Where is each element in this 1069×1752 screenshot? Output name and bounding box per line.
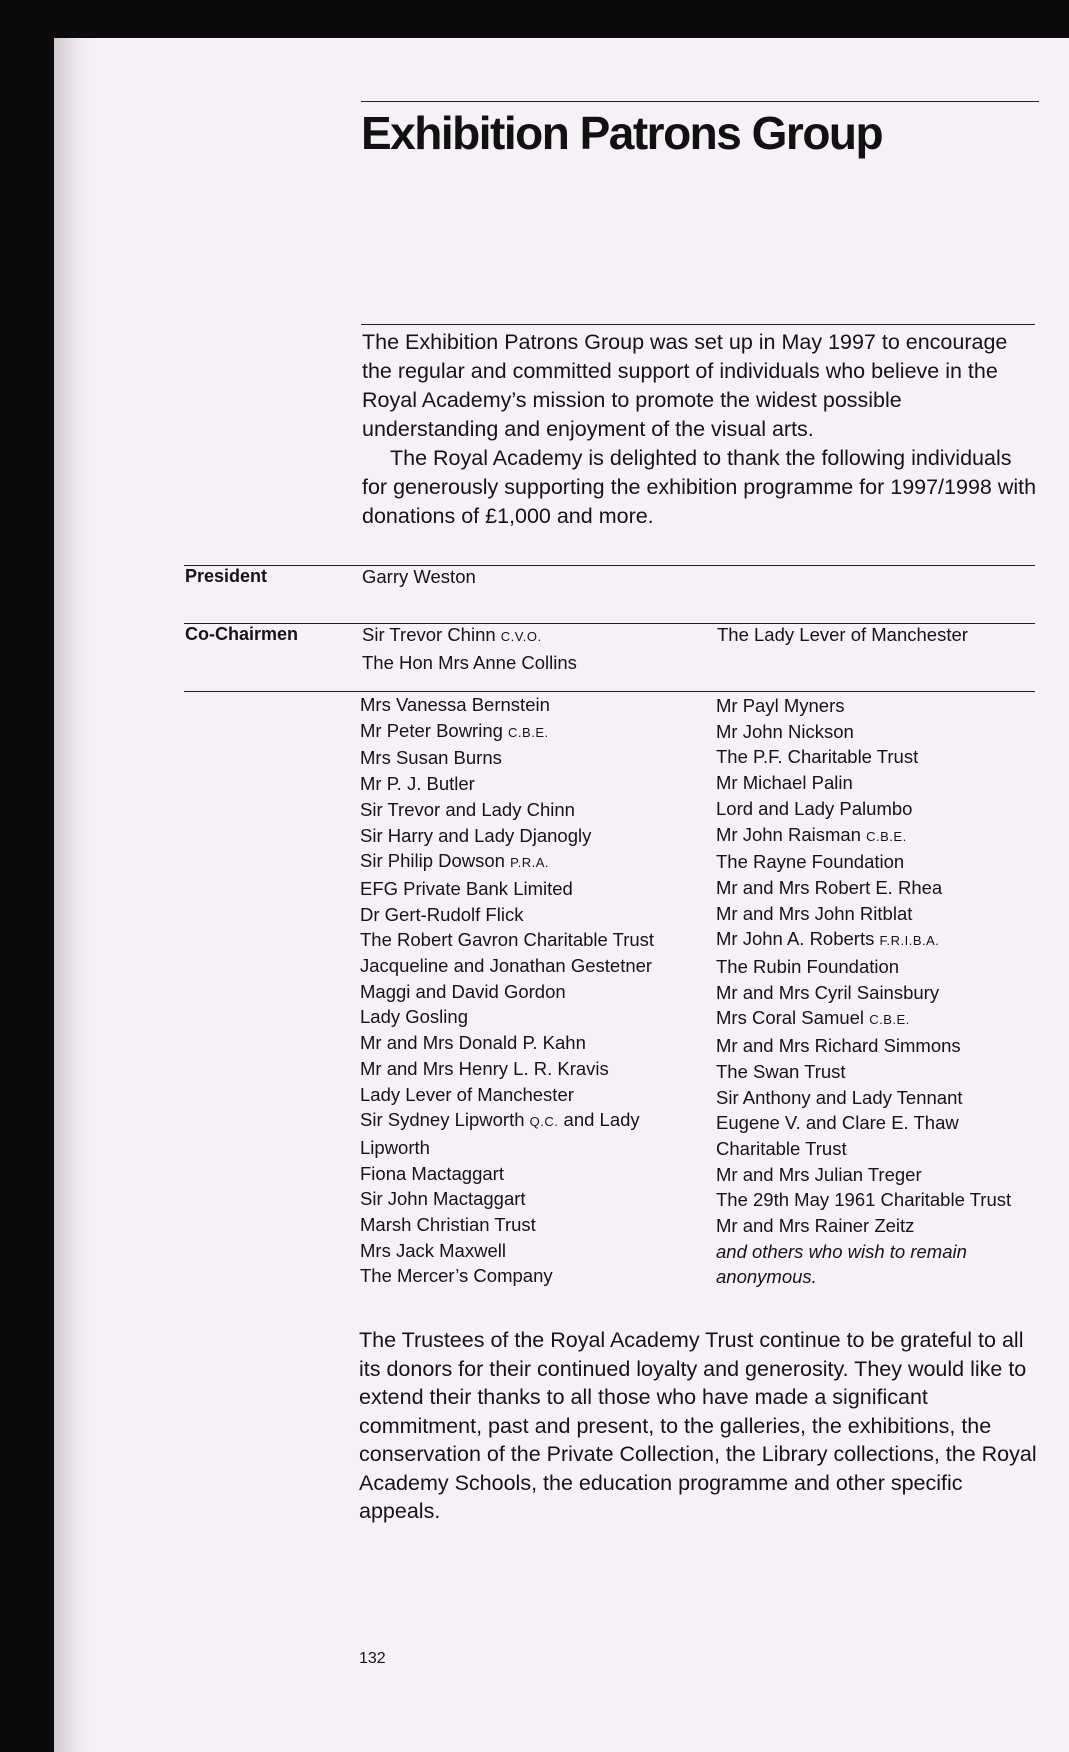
name-text: Jacqueline and Jonathan Gestetner bbox=[360, 955, 653, 977]
name-text: Mr and Mrs Henry L. R. Kravis bbox=[360, 1057, 609, 1079]
name-text: Charitable Trust bbox=[716, 1137, 847, 1159]
name-continuation: and Lady bbox=[563, 1109, 640, 1131]
list-item bbox=[716, 1264, 1011, 1290]
name-text: The Rayne Foundation bbox=[716, 851, 905, 873]
name-text: Lipworth bbox=[360, 1136, 430, 1158]
intro-top-rule bbox=[361, 324, 1035, 325]
list-item bbox=[716, 719, 1011, 745]
page-edge bbox=[54, 38, 90, 1752]
list-item bbox=[360, 1030, 654, 1056]
list-item bbox=[360, 927, 654, 953]
name-text: Mr John A. Roberts bbox=[716, 928, 875, 950]
list-item bbox=[360, 823, 654, 849]
list-item bbox=[716, 1085, 1011, 1111]
name-text: Sir Harry and Lady Djanogly bbox=[360, 824, 592, 846]
list-item bbox=[716, 770, 1011, 796]
name-text: The Mercer’s Company bbox=[360, 1265, 553, 1287]
list-item bbox=[716, 849, 1011, 875]
name-text: Sir Philip Dowson bbox=[360, 850, 505, 872]
list-item bbox=[716, 1136, 1011, 1162]
list-item bbox=[717, 622, 968, 648]
name-text: Sir Trevor Chinn bbox=[362, 624, 496, 645]
name-text: Mrs Coral Samuel bbox=[716, 1007, 865, 1029]
name-text: Mr and Mrs Julian Treger bbox=[716, 1163, 922, 1185]
name-text: Mr Michael Palin bbox=[716, 772, 853, 794]
name-text: Mr and Mrs John Ritblat bbox=[716, 902, 913, 924]
patrons-right-list bbox=[716, 693, 1011, 1290]
president-label: President bbox=[185, 566, 268, 586]
list-item bbox=[716, 875, 1011, 901]
list-item bbox=[716, 1059, 1011, 1085]
list-item bbox=[360, 1161, 654, 1187]
list-item bbox=[716, 1162, 1011, 1188]
list-item bbox=[716, 822, 1011, 850]
honours-suffix: C.B.E. bbox=[866, 828, 907, 844]
name-text: Maggi and David Gordon bbox=[360, 980, 566, 1002]
name-text: anonymous. bbox=[716, 1266, 817, 1288]
list-item bbox=[716, 1213, 1011, 1239]
name-text: Mr John Nickson bbox=[716, 720, 854, 742]
name-text: Mr and Mrs Donald P. Kahn bbox=[360, 1032, 586, 1054]
name-text: The 29th May 1961 Charitable Trust bbox=[716, 1189, 1012, 1211]
list-item bbox=[360, 692, 654, 718]
name-text: Fiona Mactaggart bbox=[360, 1162, 504, 1184]
name-text: Sir Sydney Lipworth bbox=[360, 1109, 525, 1131]
patrons-left-list bbox=[360, 692, 654, 1289]
name-text: Lady Gosling bbox=[360, 1006, 468, 1028]
list-item bbox=[360, 745, 654, 771]
name-text: EFG Private Bank Limited bbox=[360, 877, 573, 899]
honours-suffix: C.B.E. bbox=[869, 1012, 910, 1028]
name-text: The Lady Lever of Manchester bbox=[717, 624, 968, 645]
name-text: The Robert Gavron Charitable Trust bbox=[360, 929, 655, 951]
list-item bbox=[716, 954, 1011, 980]
list-item bbox=[716, 693, 1011, 719]
name-text: Sir Anthony and Lady Tennant bbox=[716, 1086, 963, 1108]
name-text: The P.F. Charitable Trust bbox=[716, 746, 919, 768]
intro-text bbox=[362, 328, 1042, 531]
list-item bbox=[360, 1004, 654, 1030]
list-item bbox=[360, 1056, 654, 1082]
honours-suffix: Q.C. bbox=[529, 1114, 559, 1130]
name-text: Mr Peter Bowring bbox=[360, 719, 503, 741]
list-item bbox=[360, 848, 654, 876]
list-item bbox=[716, 901, 1011, 927]
name-text: Mr and Mrs Robert E. Rhea bbox=[716, 876, 943, 898]
list-item bbox=[716, 1033, 1011, 1059]
list-item bbox=[716, 796, 1011, 822]
name-text: Mrs Jack Maxwell bbox=[360, 1239, 506, 1261]
name-text: Lady Lever of Manchester bbox=[360, 1083, 574, 1105]
name-text: Lord and Lady Palumbo bbox=[716, 797, 913, 819]
name-text: Dr Gert-Rudolf Flick bbox=[360, 903, 524, 925]
name-text: Mrs Susan Burns bbox=[360, 747, 502, 769]
list-item bbox=[716, 1005, 1011, 1033]
name-text: Mr P. J. Butler bbox=[360, 773, 475, 795]
honours-suffix: C.V.O. bbox=[500, 629, 542, 644]
name-text: Mrs Vanessa Bernstein bbox=[360, 694, 550, 715]
name-text: Mr and Mrs Richard Simmons bbox=[716, 1035, 961, 1057]
list-item bbox=[360, 1238, 654, 1264]
name-text: The Rubin Foundation bbox=[716, 956, 900, 978]
honours-suffix: F.R.I.B.A. bbox=[879, 933, 940, 949]
name-text: Mr Payl Myners bbox=[716, 695, 845, 716]
president-rule bbox=[184, 565, 1035, 566]
name-text: The Hon Mrs Anne Collins bbox=[362, 651, 577, 673]
cochairmen-right-list bbox=[717, 622, 968, 648]
list-item bbox=[360, 797, 654, 823]
list-item bbox=[360, 953, 654, 979]
name-text: Marsh Christian Trust bbox=[360, 1214, 536, 1236]
name-text: The Swan Trust bbox=[716, 1060, 846, 1082]
honours-suffix: P.R.A. bbox=[510, 855, 550, 871]
list-item bbox=[362, 650, 577, 676]
list-item bbox=[360, 1263, 654, 1289]
list-item bbox=[360, 1082, 654, 1108]
list-item bbox=[360, 876, 654, 902]
list-item bbox=[716, 1239, 1011, 1265]
list-item bbox=[360, 1212, 654, 1238]
name-text: Eugene V. and Clare E. Thaw bbox=[716, 1112, 959, 1134]
list-item bbox=[716, 980, 1011, 1006]
name-text: Sir John Mactaggart bbox=[360, 1188, 526, 1210]
page-number: 132 bbox=[359, 1650, 386, 1667]
page-title: Exhibition Patrons Group bbox=[361, 107, 883, 159]
list-item bbox=[360, 1107, 654, 1135]
list-item bbox=[360, 902, 654, 928]
list-item bbox=[360, 979, 654, 1005]
list-item bbox=[716, 744, 1011, 770]
list-item bbox=[360, 1186, 654, 1212]
list-item bbox=[360, 1135, 654, 1161]
cochairmen-left-list bbox=[362, 622, 577, 675]
name-text: and others who wish to remain bbox=[716, 1240, 967, 1262]
list-item bbox=[716, 1187, 1011, 1213]
name-text: Sir Trevor and Lady Chinn bbox=[360, 798, 575, 820]
name-text: Mr and Mrs Cyril Sainsbury bbox=[716, 981, 940, 1003]
name-text: Mr John Raisman bbox=[716, 823, 861, 845]
intro-paragraph-1: The Exhibition Patrons Group was set up in May 1997 to encourage the regular and committed support of individuals who believe in the Royal Academy’s mission to promote the widest possible understanding and enjoyment of the visual arts. bbox=[362, 330, 1008, 441]
intro-paragraph-2: The Royal Academy is delighted to thank the following individuals for generously supporting the exhibition programme for 1997/1998 with donations of £1,000 and more. bbox=[362, 446, 1037, 528]
list-item bbox=[360, 718, 654, 746]
name-text: Mr and Mrs Rainer Zeitz bbox=[716, 1215, 915, 1237]
title-top-rule bbox=[361, 101, 1039, 102]
honours-suffix: C.B.E. bbox=[508, 724, 549, 740]
list-item bbox=[716, 926, 1011, 954]
closing-paragraph: The Trustees of the Royal Academy Trust continue to be grateful to all its donors for their continued loyalty and generosity. They would like to extend their thanks to all those who have made a significant commitment, past and present, to the galleries, the exhibitions, the conservation of the Private Collection, the Library collections, the Royal Academy Schools, the education programme and other specific appeals. bbox=[359, 1328, 1037, 1523]
list-item bbox=[360, 771, 654, 797]
list-item bbox=[716, 1110, 1011, 1136]
list-item bbox=[362, 622, 577, 650]
president-name: Garry Weston bbox=[362, 566, 476, 587]
cochairmen-label: Co-Chairmen bbox=[185, 624, 299, 644]
